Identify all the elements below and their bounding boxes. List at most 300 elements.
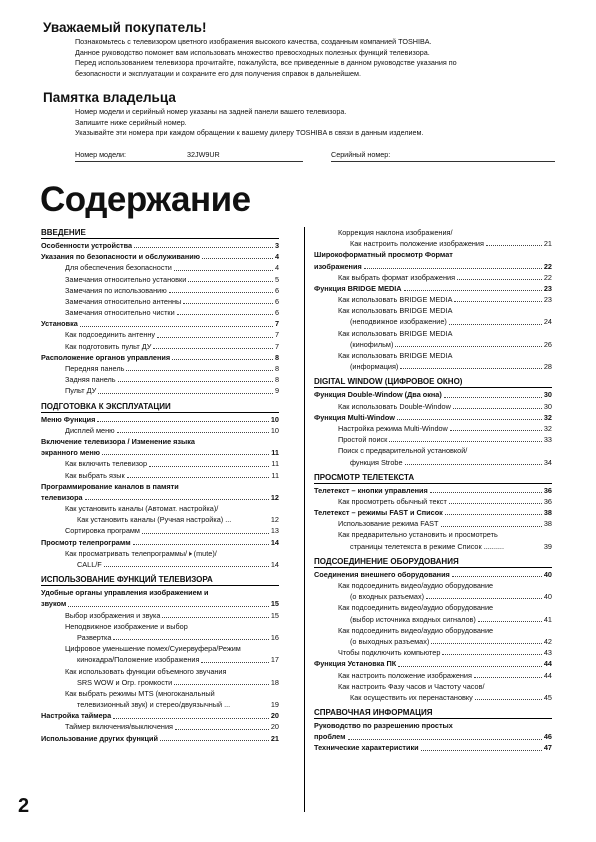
toc-page-number: 7 [274, 330, 279, 340]
toc-leader-dots [395, 346, 542, 347]
toc-entry[interactable] [41, 492, 279, 503]
toc-leader-dots [450, 430, 542, 431]
toc-entry[interactable] [314, 423, 552, 434]
toc-entry-title: Поиск с предварительной установкой/ [338, 446, 468, 456]
toc-leader-dots [442, 654, 541, 655]
toc-page-number: 7 [274, 341, 279, 351]
toc-entry[interactable] [41, 414, 279, 425]
toc-entry-title: Установка [41, 319, 78, 329]
toc-leader-dots [404, 290, 542, 291]
toc-entry[interactable] [41, 481, 279, 492]
toc-entry[interactable] [41, 632, 279, 643]
toc-entry[interactable] [314, 412, 552, 423]
toc-entry[interactable] [41, 621, 279, 632]
toc-entry[interactable] [314, 457, 552, 468]
toc-page-number: 20 [270, 722, 279, 732]
toc-entry-title: Указания по безопасности и обслуживанию [41, 252, 200, 262]
toc-page-number: 17 [270, 655, 279, 665]
toc-leader-dots [348, 739, 542, 740]
toc-leader-dots [133, 544, 269, 545]
toc-entry[interactable] [314, 328, 552, 339]
toc-entry[interactable] [41, 688, 279, 699]
toc-entry-title: Сортировка программ [65, 526, 140, 536]
toc-leader-dots [175, 729, 269, 730]
toc-entry[interactable] [314, 507, 552, 518]
toc-page-number: 10 [270, 425, 279, 435]
toc-leader-dots [172, 359, 273, 360]
toc-section-heading: ПРОСМОТР ТЕЛЕТЕКСТА [314, 472, 552, 484]
toc-page-number: 14 [270, 537, 279, 547]
toc-entry-title: Как просматривать телепрограммы/🕨 (mute)/ [65, 548, 217, 558]
toc-entry[interactable] [41, 352, 279, 363]
memo-line: Указывайте эти номера при каждом обращении к вашему дилеру TOSHIBA в связи в данным изделием. [75, 128, 424, 138]
toc-entry-title: функция Strobe [350, 457, 403, 467]
toc-entry[interactable] [41, 587, 279, 598]
toc-page-number: 24 [543, 317, 552, 327]
toc-entry[interactable] [314, 361, 552, 372]
toc-leader-dots [453, 408, 542, 409]
toc-entry-title: Просмотр телепрограмм [41, 537, 131, 547]
toc-entry[interactable] [314, 569, 552, 580]
toc-page-number: 26 [543, 339, 552, 349]
toc-page-number: 44 [543, 670, 552, 680]
toc-page-number: 32 [543, 412, 552, 422]
toc-leader-dots [102, 454, 269, 455]
toc-page-number: 33 [543, 435, 552, 445]
toc-entry[interactable] [314, 227, 552, 238]
toc-page-number: 11 [271, 448, 279, 458]
toc-section-heading: ВВЕДЕНИЕ [41, 227, 279, 239]
toc-page-number: 4 [274, 252, 279, 262]
toc-entry[interactable] [314, 580, 552, 591]
toc-leader-dots [449, 324, 542, 325]
toc-entry[interactable] [41, 363, 279, 374]
toc-entry-title: Как осуществить их перенастановку [350, 692, 473, 702]
toc-page-number: 40 [543, 569, 552, 579]
toc-entry[interactable] [41, 548, 279, 559]
toc-leader-dots [113, 718, 269, 719]
toc-page-number: 23 [543, 283, 552, 293]
toc-entry[interactable] [41, 307, 279, 318]
toc-entry-title: Дисплей меню [65, 425, 115, 435]
toc-leader-dots [478, 621, 542, 622]
toc-leader-dots [426, 598, 542, 599]
toc-entry-title: Как использовать Double-Window [338, 401, 451, 411]
toc-page-number: 46 [543, 732, 552, 742]
toc-entry[interactable] [314, 350, 552, 361]
toc-entry-title: Простой поиск [338, 435, 388, 445]
toc-entry[interactable] [314, 389, 552, 400]
toc-leader-dots [169, 292, 273, 293]
toc-entry[interactable] [314, 518, 552, 529]
toc-entry-title: Чтобы подключить компьютер [338, 648, 441, 658]
toc-entry[interactable] [41, 436, 279, 447]
toc-entry[interactable] [314, 445, 552, 456]
toc-entry[interactable] [41, 526, 279, 537]
toc-entry[interactable] [41, 341, 279, 352]
toc-entry[interactable] [41, 503, 279, 514]
toc-entry-title: Таймер включения/выключения [65, 722, 173, 732]
toc-entry-title: Как выбрать язык [65, 470, 125, 480]
toc-entry-title: Особенности устройства [41, 240, 133, 250]
toc-entry-title: Замечания относительно установки [65, 274, 187, 284]
toc-entry[interactable] [41, 285, 279, 296]
toc-page-number: 38 [543, 508, 552, 518]
toc-section-heading: ПОДГОТОВКА К ЭКСПЛУАТАЦИИ [41, 401, 279, 413]
toc-leader-dots [201, 662, 268, 663]
toc-entry-title: Меню Функция [41, 414, 96, 424]
toc-entry[interactable] [41, 559, 279, 570]
toc-entry-title: Как установить каналы (Ручная настройка) ... [77, 515, 232, 525]
toc-section-heading: ПОДСОЕДИНЕНИЕ ОБОРУДОВАНИЯ [314, 556, 552, 568]
toc-entry-title: Соединения внешнего оборудования [314, 569, 450, 579]
toc-entry-title: Выбор изображения и звука [65, 610, 161, 620]
toc-page-number: 6 [274, 285, 279, 295]
toc-entry[interactable] [314, 294, 552, 305]
toc-entry-title: Как выбрать режимы MTS (многоканальный [65, 688, 215, 698]
toc-entry[interactable] [41, 537, 279, 548]
toc-entry[interactable] [314, 339, 552, 350]
toc-entry-title: Как настроить положение изображения [338, 670, 472, 680]
toc-entry-title: Расположение органов управления [41, 352, 171, 362]
toc-entry[interactable] [41, 666, 279, 677]
column-divider [304, 227, 305, 812]
toc-entry-title: Задняя панель [65, 375, 116, 385]
toc-entry-title: Как подсоединить видео/аудио оборудование [338, 603, 494, 613]
toc-entry[interactable] [41, 385, 279, 396]
toc-entry[interactable] [314, 317, 552, 328]
toc-entry-title: изображения [314, 261, 362, 271]
toc-entry[interactable] [314, 305, 552, 316]
toc-entry-title: Как использовать BRIDGE MEDIA [338, 328, 453, 338]
toc-section-heading: ИСПОЛЬЗОВАНИЕ ФУНКЦИЙ ТЕЛЕВИЗОРА [41, 574, 279, 586]
toc-page-number: 6 [274, 308, 279, 318]
toc-leader-dots [162, 617, 268, 618]
toc-page-number: 44 [543, 659, 552, 669]
toc-page-number: 30 [543, 401, 552, 411]
toc-entry[interactable] [41, 458, 279, 469]
toc-entry[interactable] [314, 720, 552, 731]
toc-page-number: 5 [274, 274, 279, 284]
toc-page-number: 8 [274, 364, 279, 374]
toc-leader-dots [398, 666, 542, 667]
toc-entry-title: Замечания относительно чистки [65, 308, 175, 318]
toc-page-number: 21 [543, 239, 552, 249]
toc-entry[interactable] [41, 262, 279, 273]
toc-page-number: 34 [543, 457, 552, 467]
toc-page-number: 18 [270, 677, 279, 687]
toc-entry[interactable] [314, 401, 552, 412]
page-number: 2 [18, 795, 30, 817]
toc-entry-title: Как подсоединить антенну [65, 330, 156, 340]
toc-leader-dots [397, 419, 542, 420]
toc-page-number: 47 [543, 743, 552, 753]
memo-text [75, 107, 555, 139]
toc-entry-title: Развертка [77, 632, 112, 642]
toc-page-number: 12 [270, 492, 279, 502]
toc-page-number: 4 [274, 263, 279, 273]
toc-entry-title: Пульт ДУ [65, 386, 97, 396]
toc-entry[interactable] [314, 731, 552, 742]
serial-underline [331, 161, 555, 162]
toc-entry-title: страницы телетекста в режиме Список .......... [350, 541, 504, 551]
toc-leader-dots [104, 566, 269, 567]
toc-page-number: 7 [274, 319, 279, 329]
toc-entry[interactable] [314, 658, 552, 669]
toc-entry-title: Включение телевизора / Изменение языка [41, 436, 195, 446]
toc-page-number: 36 [543, 496, 552, 506]
toc-page-number: 45 [543, 692, 552, 702]
toc-leader-dots [405, 464, 542, 465]
toc-entry[interactable] [314, 283, 552, 294]
toc-entry-title: Телетекст – кнопки управления [314, 485, 428, 495]
toc-leader-dots [474, 677, 542, 678]
toc-leader-dots [174, 270, 273, 271]
toc-page-number: 22 [543, 272, 552, 282]
toc-leader-dots [149, 466, 269, 467]
toc-entry[interactable] [41, 514, 279, 525]
toc-page-number: 9 [274, 386, 279, 396]
toc-page-number: 22 [543, 261, 552, 271]
toc-entry-title: Как настроить положение изображения [350, 239, 484, 249]
toc-leader-dots [202, 258, 273, 259]
toc-entry-title: Замечания по использованию [65, 285, 167, 295]
toc-page-number: 41 [543, 614, 552, 624]
toc-leader-dots [127, 477, 270, 478]
toc-entry-title: кинокадра/Положение изображения [77, 655, 200, 665]
toc-entry-title: Функция Multi-Window [314, 412, 395, 422]
toc-page-number: 12 [270, 515, 279, 525]
toc-page-number: 40 [543, 592, 552, 602]
toc-leader-dots [444, 397, 542, 398]
toc-entry-title: SRS WOW и Огр. громкости [77, 677, 173, 687]
serial-label: Серийный номер: [331, 150, 391, 159]
toc-leader-dots [389, 441, 542, 442]
toc-entry-title: Как использовать BRIDGE MEDIA [338, 306, 453, 316]
toc-page-number: 8 [274, 352, 279, 362]
toc-section-heading: СПРАВОЧНАЯ ИНФОРМАЦИЯ [314, 707, 552, 719]
toc-page-number: 38 [543, 519, 552, 529]
toc-entry-title: Программирование каналов в памяти [41, 481, 179, 491]
toc-entry-title: (информация) [350, 362, 399, 372]
toc-page-number: 21 [270, 733, 279, 743]
toc-leader-dots [157, 337, 273, 338]
memo-line: Запишите ниже серийный номер. [75, 117, 187, 127]
toc-leader-dots [126, 370, 273, 371]
toc-entry[interactable] [41, 374, 279, 385]
toc-entry[interactable] [41, 610, 279, 621]
toc-page-number: 8 [274, 375, 279, 385]
toc-entry[interactable] [314, 485, 552, 496]
toc-entry[interactable] [314, 636, 552, 647]
model-label: Номер модели: [75, 150, 127, 159]
toc-entry-title: Как использовать функции объемного звучания [65, 666, 227, 676]
toc-entry-title: Как подсоединить видео/аудио оборудование [338, 581, 494, 591]
toc-page-number: 14 [270, 560, 279, 570]
toc-entry[interactable] [41, 470, 279, 481]
toc-page-number: 11 [271, 459, 279, 469]
toc-entry[interactable] [41, 654, 279, 665]
toc-leader-dots [457, 279, 542, 280]
toc-entry-title: Как использовать BRIDGE MEDIA [338, 295, 453, 305]
toc-page-number: 42 [543, 636, 552, 646]
toc-entry-title: Как использовать BRIDGE MEDIA [338, 351, 453, 361]
model-underline [75, 161, 303, 162]
toc-entry[interactable] [314, 530, 552, 541]
memo-title: Памятка владельца [43, 90, 176, 105]
toc-entry[interactable] [314, 496, 552, 507]
toc-leader-dots [183, 303, 273, 304]
toc-page-number: 20 [270, 711, 279, 721]
toc-entry-title: Как просмотреть обычный текст [338, 496, 447, 506]
toc-leader-dots [98, 393, 273, 394]
toc-leader-dots [421, 750, 542, 751]
toc-entry-title: (выбор источника входных сигналов) [350, 614, 476, 624]
toc-entry-title: Неподвижное изображение и выбор [65, 621, 188, 631]
toc-entry[interactable] [314, 249, 552, 260]
toc-entry[interactable] [41, 251, 279, 262]
toc-page-number: 6 [274, 296, 279, 306]
toc-entry[interactable] [314, 743, 552, 754]
toc-leader-dots [364, 268, 542, 269]
toc-entry-title: Использование режима FAST [338, 519, 439, 529]
greeting-line: Познакомьтесь с телевизором цветного изображения высокого качества, созданным компанией TOSHIBA. [75, 37, 432, 46]
toc-entry[interactable] [314, 670, 552, 681]
toc-entry[interactable] [41, 274, 279, 285]
toc-leader-dots [441, 526, 542, 527]
toc-entry[interactable] [314, 434, 552, 445]
toc-page-number: 16 [270, 632, 279, 642]
greeting-line: Перед использованием телевизора прочитайте, пожалуйста, все приведенные в данном руководстве указания по [75, 58, 457, 68]
toc-entry-title: Как подготовить пульт ДУ [65, 341, 152, 351]
toc-entry[interactable] [41, 296, 279, 307]
toc-entry-title: Телетекст – режимы FAST и Список [314, 508, 443, 518]
toc-entry[interactable] [41, 699, 279, 710]
toc-leader-dots [160, 740, 269, 741]
toc-entry-title: Цифровое уменьшение помех/Суиервуфера/Режим [65, 644, 241, 654]
toc-entry[interactable] [41, 598, 279, 609]
toc-entry[interactable] [314, 625, 552, 636]
toc-leader-dots [400, 368, 542, 369]
toc-entry-title: Как включить телевизор [65, 459, 148, 469]
toc-entry[interactable] [314, 541, 552, 552]
toc-entry[interactable] [314, 692, 552, 703]
toc-entry[interactable] [314, 261, 552, 272]
toc-page-number: 13 [270, 526, 279, 536]
toc-entry[interactable] [314, 681, 552, 692]
toc-entry[interactable] [314, 614, 552, 625]
greeting-line: Данное руководство поможет вам использовать множество превосходных полезных функций телевизора. [75, 47, 430, 57]
toc-entry[interactable] [314, 591, 552, 602]
toc-entry-title: проблем [314, 732, 346, 742]
toc-leader-dots [134, 247, 273, 248]
toc-leader-dots [454, 301, 541, 302]
toc-page-number: 36 [543, 485, 552, 495]
toc-entry[interactable] [41, 677, 279, 688]
toc-entry-title: Использование других функций [41, 733, 158, 743]
toc-entry-title: Функция Установка ПК [314, 659, 397, 669]
toc-entry[interactable] [41, 643, 279, 654]
owner-record-fields [75, 150, 555, 162]
toc-entry-title: Руководство по разрешению простых [314, 721, 453, 731]
toc-leader-dots [80, 326, 273, 327]
toc-entry-title: (о выходных разъемах) [350, 636, 430, 646]
toc-leader-dots [431, 643, 542, 644]
greeting-text [75, 37, 555, 79]
toc-leader-dots [486, 245, 542, 246]
toc-entry-title: Как настроить Фазу часов и Частоту часов/ [338, 681, 485, 691]
toc-leader-dots [449, 503, 542, 504]
toc-leader-dots [68, 606, 269, 607]
toc-entry-title: Как подсоединить видео/аудио оборудование [338, 625, 494, 635]
toc-leader-dots [85, 499, 269, 500]
toc-entry-title: Настройка режима Multi-Window [338, 423, 448, 433]
toc-entry-title: Технические характеристики [314, 743, 419, 753]
toc-page-number: 39 [543, 541, 552, 551]
toc-entry-title: CALL/F [77, 560, 102, 570]
toc-entry-title: Удобные органы управления изображением и [41, 588, 209, 598]
toc-entry[interactable] [41, 710, 279, 721]
toc-entry[interactable] [41, 330, 279, 341]
toc-entry-title: Как предварительно установить и просмотреть [338, 530, 498, 540]
toc-title: Содержание [40, 180, 251, 219]
toc-entry-title: Замечания относительно антенны [65, 296, 182, 306]
toc-entry-title: Как установить каналы (Автомат. настройка)/ [65, 504, 219, 514]
toc-page-number: 10 [270, 414, 279, 424]
toc-left-column [41, 227, 279, 744]
toc-leader-dots [177, 314, 273, 315]
toc-entry-title: Коррекция наклона изображения/ [338, 227, 453, 237]
toc-entry-title: телевизора [41, 492, 83, 502]
toc-leader-dots [113, 639, 268, 640]
toc-entry[interactable] [314, 602, 552, 613]
model-value: 32JW9UR [187, 150, 220, 159]
toc-entry-title: (неподвижное изображение) [350, 317, 447, 327]
toc-entry-title: экранного меню [41, 448, 100, 458]
toc-page-number: 43 [543, 648, 552, 658]
toc-leader-dots [142, 533, 269, 534]
toc-entry[interactable] [41, 447, 279, 458]
toc-page-number: 28 [543, 362, 552, 372]
toc-page-number: 15 [270, 599, 279, 609]
toc-entry-title: (кинофильм) [350, 339, 394, 349]
toc-entry-title: Функция Double-Window (Два окна) [314, 390, 442, 400]
toc-entry-title: Широкоформатный просмотр Формат [314, 250, 453, 260]
toc-leader-dots [452, 576, 542, 577]
memo-line: Номер модели и серийный номер указаны на задней панели вашего телевизора. [75, 107, 347, 116]
toc-page-number: 15 [270, 610, 279, 620]
toc-entry[interactable] [314, 238, 552, 249]
toc-entry[interactable] [41, 318, 279, 329]
toc-page-number: 32 [543, 423, 552, 433]
toc-entry-title: Настройка таймера [41, 711, 112, 721]
toc-page-number: 3 [274, 240, 279, 250]
toc-page-number: 19 [270, 700, 279, 710]
toc-entry[interactable] [41, 722, 279, 733]
toc-entry-title: Как выбрать формат изображения [338, 272, 456, 282]
toc-entry[interactable] [41, 425, 279, 436]
toc-leader-dots [117, 432, 269, 433]
toc-entry[interactable] [314, 647, 552, 658]
toc-section-heading: DIGITAL WINDOW (ЦИФРОВОЕ ОКНО) [314, 376, 552, 388]
toc-page-number: 30 [543, 390, 552, 400]
toc-leader-dots [174, 684, 269, 685]
toc-entry[interactable] [41, 240, 279, 251]
toc-leader-dots [118, 381, 273, 382]
toc-page-number: 23 [543, 295, 552, 305]
toc-entry[interactable] [41, 733, 279, 744]
toc-entry[interactable] [314, 272, 552, 283]
